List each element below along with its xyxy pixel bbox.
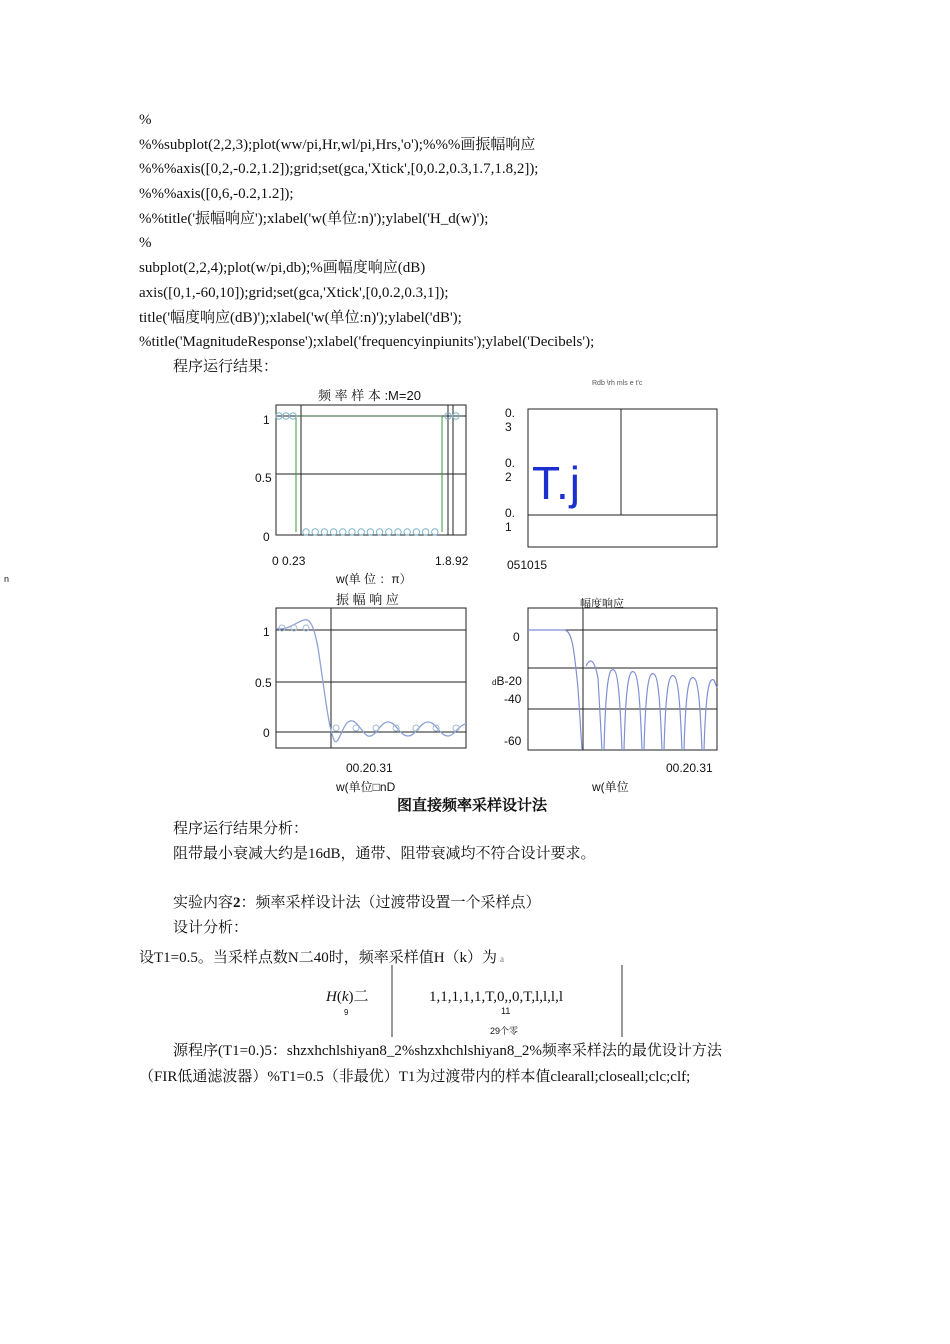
p3-title: 振 幅 响 应 (336, 592, 399, 607)
figure-caption: 图直接频率采样设计法 (396, 798, 547, 814)
p1-sample-point (395, 529, 401, 535)
analysis-text: 阻带最小衰减大约是16dB，通带、阻带衰减均不符合设计要求。 (173, 846, 596, 862)
equation-values: 1,1,1,1,1,T,0,,0,T,l,l,l,l (429, 989, 564, 1005)
code-line-9: title('幅度响应(dB)');xlabel('w(单位:n)');ylabel('dB'); (139, 310, 462, 326)
code-line-3: %%%axis([0,2,-0.2,1.2]);grid;set(gca,'Xtick',[0,0.2,0.3,1.7,1.8,2]); (139, 161, 539, 177)
code-line-4: %%%axis([0,6,-0.2,1.2]); (139, 186, 294, 202)
p1-ytick-0: 0 (263, 530, 270, 544)
p4-ytick-60: -60 (504, 734, 522, 748)
code-line-6: % (139, 235, 152, 251)
code-line-7: subplot(2,2,4);plot(w/pi,db);%画幅度响应(dB) (139, 260, 426, 276)
p1-ytick-1: 1 (263, 413, 270, 427)
p2-ytick-01: 0. 1 (505, 506, 516, 534)
p1-xtick-left: 0 0.23 (272, 554, 306, 568)
p4-plot (528, 608, 717, 750)
p1-sample-point (349, 529, 355, 535)
equation-lhs-sub: 9 (344, 1008, 349, 1017)
design-heading: 设计分析： (173, 920, 249, 936)
p1-xlabel: w(单 位 ：π） (336, 572, 412, 586)
p1-sample-point (340, 529, 346, 535)
p4-ylabel-fragment: dB-20 (492, 674, 522, 688)
design-line: 设T1=0.5。当采样点数N二40时，频率采样值H（k）为 a (139, 950, 505, 966)
p2-ytick-02: 0. 2 (505, 456, 516, 484)
p3-sample-point (373, 725, 379, 731)
equation-lhs: H(k)二 (326, 989, 369, 1005)
p1-xtick-right: 1.8.92 (435, 554, 469, 568)
result-heading: 程序运行结果： (173, 359, 279, 375)
p1-ytick-05: 0.5 (255, 471, 272, 485)
p1-sample-point (422, 529, 428, 535)
p3-plot (276, 608, 466, 748)
p3-xtick: 00.20.31 (346, 761, 393, 775)
p3-sample-markers (279, 625, 459, 731)
p3-sample-point (333, 725, 339, 731)
code-line-1: % (139, 112, 152, 128)
p4-xtick: 00.20.31 (666, 761, 713, 775)
equation-sub-1: 11 (501, 1006, 511, 1016)
p1-sample-point (386, 529, 392, 535)
p1-sample-point (404, 529, 410, 535)
p2-ytick-03: 0. 3 (505, 406, 516, 434)
equation-sub-2: 29个零 (490, 1026, 519, 1036)
p3-sample-point (353, 725, 359, 731)
p1-title: 频 率 样 本 :M=20 (318, 388, 421, 403)
p4-ytick-40: -40 (504, 692, 522, 706)
p1-sample-point (312, 529, 318, 535)
source-line-1: 源程序(T1=0.)5：shzxhchlshiyan8_2%shzxhchlshiyan8_2%频率采样法的最优设计方法 (173, 1043, 722, 1059)
code-line-8: axis([0,1,-60,10]);grid;set(gca,'Xtick',[0,0.2,0.3,1]); (139, 285, 449, 301)
p1-sample-point (330, 529, 336, 535)
p3-ytick-05: 0.5 (255, 676, 272, 690)
p4-xlabel: w(单位 (592, 780, 629, 794)
p3-ytick-0: 0 (263, 726, 270, 740)
analysis-heading: 程序运行结果分析： (173, 821, 309, 837)
experiment-2-heading: 实验内容2：频率采样设计法（过渡带设置一个采样点） (173, 895, 541, 911)
code-line-2: %%subplot(2,2,3);plot(ww/pi,Hr,wl/pi,Hrs,'o');%%%画振幅响应 (139, 137, 536, 153)
p3-xlabel: w(单位□nD (336, 780, 396, 794)
p1-sample-point (413, 529, 419, 535)
code-line-10: %title('MagnitudeResponse');xlabel('frequencyinpiunits');ylabel('Decibels'); (139, 334, 595, 350)
p4-ytick-0: 0 (513, 630, 520, 644)
p2-title: Rdb \rh mls e t'c (592, 380, 643, 387)
p1-sample-point (432, 529, 438, 535)
p1-sample-point (303, 529, 309, 535)
p4-title: 幅度响应 (580, 598, 624, 610)
p1-sample-point (321, 529, 327, 535)
p1-sample-point (367, 529, 373, 535)
p2-xtick: 051015 (507, 558, 548, 572)
p1-sample-point (358, 529, 364, 535)
p2-big-text: T.j (532, 457, 581, 509)
p3-ytick-1: 1 (263, 625, 270, 639)
stray-mark: n (4, 574, 10, 584)
code-line-5: %%title('振幅响应');xlabel('w(单位:n)');ylabel('H_d(w)'); (139, 211, 489, 227)
source-line-2: （FIR低通滤波器）%T1=0.5（非最优）T1为过渡带内的样本值clearall;closeall;clc;clf; (139, 1069, 691, 1085)
p1-sample-point (376, 529, 382, 535)
p1-plot (276, 405, 466, 535)
